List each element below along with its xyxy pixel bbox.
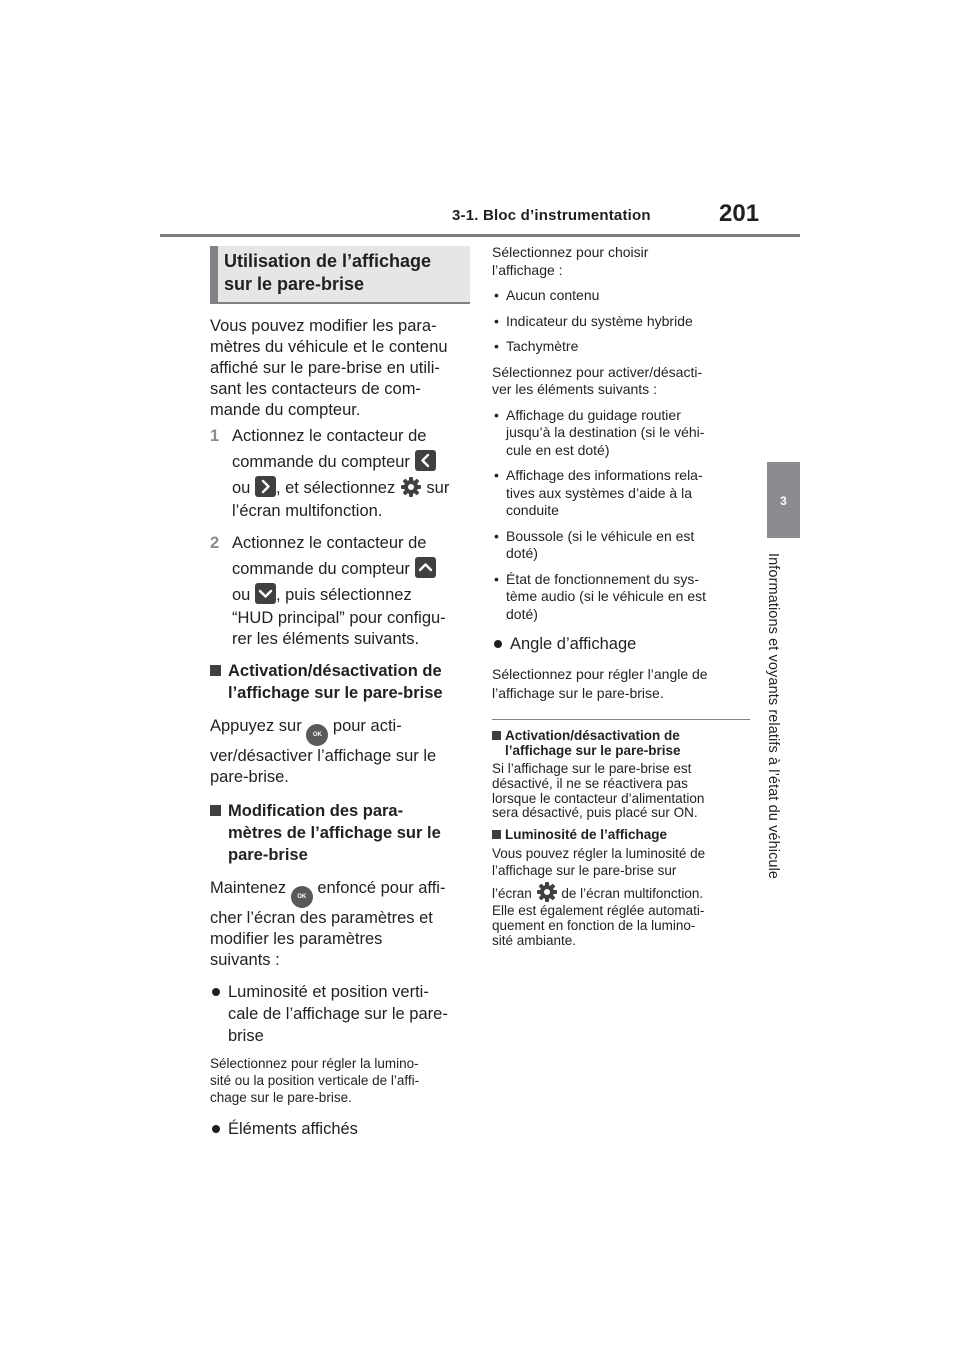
bullet-marker: • [494,467,499,483]
list-item [492,571,750,624]
text-line: l’affichage sur le pare-brise. [492,685,664,701]
text-line: sité ou la position verticale de l’affi- [210,1073,420,1088]
bullet-marker: • [494,406,499,423]
text-line [210,878,470,908]
bullet-marker: • [494,338,499,354]
ok-button-icon: OK [291,886,313,908]
left-column [210,246,470,1140]
text-line: pare-brise [228,846,308,864]
step-2 [210,530,470,650]
text-line: cale de l’affichage sur le pare- [228,1005,448,1023]
text-line: “HUD principal” pour configu- [232,609,446,627]
text-line [232,582,470,608]
text-line: doté) [506,545,538,561]
text-line: Vous pouvez régler la luminosité de [492,846,706,862]
note-activation-title [492,728,750,758]
text-line: Éléments affichés [228,1120,358,1138]
square-bullet-icon [492,830,501,839]
text-line [232,449,470,475]
text-line: Activation/désactivation de [505,728,680,743]
text-fragment: enfoncé pour affi- [317,879,446,897]
text-line: l’affichage sur le pare-brise [228,684,443,702]
text-line: affiché sur le pare-brise en utili- [210,359,440,377]
text-line: sera désactivé, puis placé sur ON. [492,805,698,821]
text-fragment: , puis sélectionnez [275,586,412,604]
text-line: Boussole (si le véhicule en est [506,527,695,544]
text-line: suivants : [210,951,280,969]
text-line: Luminosité et position verti- [228,983,429,1001]
text-line: cher l’écran des paramètres et [210,909,433,927]
square-bullet-icon [492,731,501,740]
text-line: Luminosité de l’affichage [505,827,668,843]
bullet-display-angle [492,633,750,655]
angle-note [492,665,750,703]
text-fragment: commande du compteur [232,453,410,471]
text-line [232,475,470,501]
text-line: mètres de l’affichage sur le [228,824,441,842]
list-item [492,287,750,305]
section-heading-line: sur le pare-brise [224,274,365,294]
activation-paragraph [210,716,470,788]
text-line: quement en fonction de la lumino- [492,918,696,934]
chevron-right-icon [255,476,276,497]
text-line: Sélectionnez pour régler la lumino- [210,1056,419,1071]
text-line: l’écran multifonction. [232,502,383,520]
text-line: l’affichage : [492,261,563,278]
text-line: Si l’affichage sur le pare-brise est [492,761,692,776]
text-line: modifier les paramètres [210,930,383,948]
note-brightness-text [492,845,750,948]
notes-divider [492,719,750,720]
choose-paragraph [492,244,750,279]
chevron-up-icon [415,557,436,578]
subheading-settings [210,800,470,866]
text-fragment: commande du compteur [232,560,410,578]
text-line: cule en est doté) [506,441,610,458]
bullet-dot-icon [212,988,220,996]
chapter-tab: 3 [767,462,800,538]
text-line: Vous pouvez modifier les para- [210,317,437,335]
text-line: Elle est également réglée automati- [492,903,705,919]
text-line: tème audio (si le véhicule en est [506,588,706,604]
text-line: sant les contacteurs de com- [210,380,421,398]
step-1 [210,423,470,522]
text-line: ver/désactiver l’affichage sur le [210,747,437,765]
text-line: Angle d’affichage [510,635,637,653]
header-divider [160,234,800,237]
note-brightness-title [492,827,750,842]
bullet-brightness-position [210,981,470,1047]
bullet-displayed-items [210,1118,470,1140]
text-line: ver les éléments suivants : [492,381,657,397]
bullet-dot-icon [494,640,502,648]
text-line: tives aux systèmes d’aide à la [506,484,692,501]
text-fragment: l’écran [492,886,532,902]
step-number: 2 [210,534,220,552]
note-activation-text [492,762,750,821]
text-line: désactivé, il ne se réactivera pas [492,775,688,791]
text-line: Sélectionnez pour régler l’angle de [492,666,708,682]
bullet-marker: • [494,287,499,303]
square-bullet-icon [210,805,221,816]
chevron-down-icon [255,583,276,604]
text-line: lorsque le contacteur d’alimentation [492,790,705,806]
section-heading-line: Utilisation de l’affichage [224,251,432,271]
text-line: l’affichage sur le pare-brise sur [492,863,677,879]
text-line: sité ambiante. [492,933,577,949]
page-number: 201 [719,200,760,227]
subheading-activation [210,660,470,704]
text-line: jusqu’à la destination (si le véhi- [506,424,705,440]
chevron-left-icon [415,450,436,471]
text-line: l’affichage sur le pare-brise [505,743,681,758]
list-item [492,467,750,520]
text-line: brise [228,1027,264,1045]
text-fragment: ou [232,586,251,604]
text-fragment: Appuyez sur [210,717,302,735]
text-line: chage sur le pare-brise. [210,1090,352,1105]
header-section-title: 3-1. Bloc d’instrumentation [452,207,651,224]
section-heading [210,246,470,304]
list-item [492,338,750,356]
bullet-dot-icon [212,1125,220,1133]
text-line [492,881,750,903]
chapter-title-text: Informations et voyants relatifs à l’état du véhicule [765,553,781,880]
list-item [492,313,750,331]
text-line: Activation/désactivation de [228,662,442,680]
bullet-marker: • [494,570,499,587]
text-line: Actionnez le contacteur de [232,427,427,445]
bullet-marker: • [494,527,499,544]
list-item [492,528,750,563]
bullet-marker: • [494,312,499,329]
text-line: Indicateur du système hybride [506,312,693,329]
settings-paragraph [210,878,470,971]
toggle-paragraph [492,364,750,399]
text-line: pare-brise. [210,768,289,786]
text-fragment: Maintenez [210,879,287,897]
text-line [210,716,470,746]
list-item [492,407,750,460]
text-fragment: de l’écran multifonction. [561,886,704,902]
text-line: Actionnez le contacteur de [232,534,427,552]
text-line: conduite [506,502,559,518]
text-line: Modification des para- [228,802,404,820]
text-line: Aucun contenu [506,287,600,303]
intro-paragraph [210,316,470,421]
gear-icon [536,881,558,903]
right-column [492,244,750,948]
gear-icon [400,476,422,498]
text-line: Sélectionnez pour choisir [492,244,649,260]
text-line: Sélectionnez pour activer/désacti- [492,363,703,380]
text-line: mande du compteur. [210,401,361,419]
text-line: rer les éléments suivants. [232,630,420,648]
text-line: Tachymètre [506,338,579,354]
text-fragment: ou [232,479,251,497]
text-line: Affichage des informations rela- [506,467,703,483]
text-line: doté) [506,605,538,622]
text-line: État de fonctionnement du sys- [506,570,699,587]
text-fragment: pour acti- [332,717,402,735]
text-line [232,556,470,582]
square-bullet-icon [210,665,221,676]
text-line: mètres du véhicule et le contenu [210,338,448,356]
text-line: Affichage du guidage routier [506,406,681,423]
text-fragment: sur [426,479,450,497]
ok-button-icon: OK [306,724,328,746]
brightness-note [210,1055,470,1106]
text-fragment: , et sélectionnez [275,479,396,497]
step-number: 1 [210,427,220,445]
